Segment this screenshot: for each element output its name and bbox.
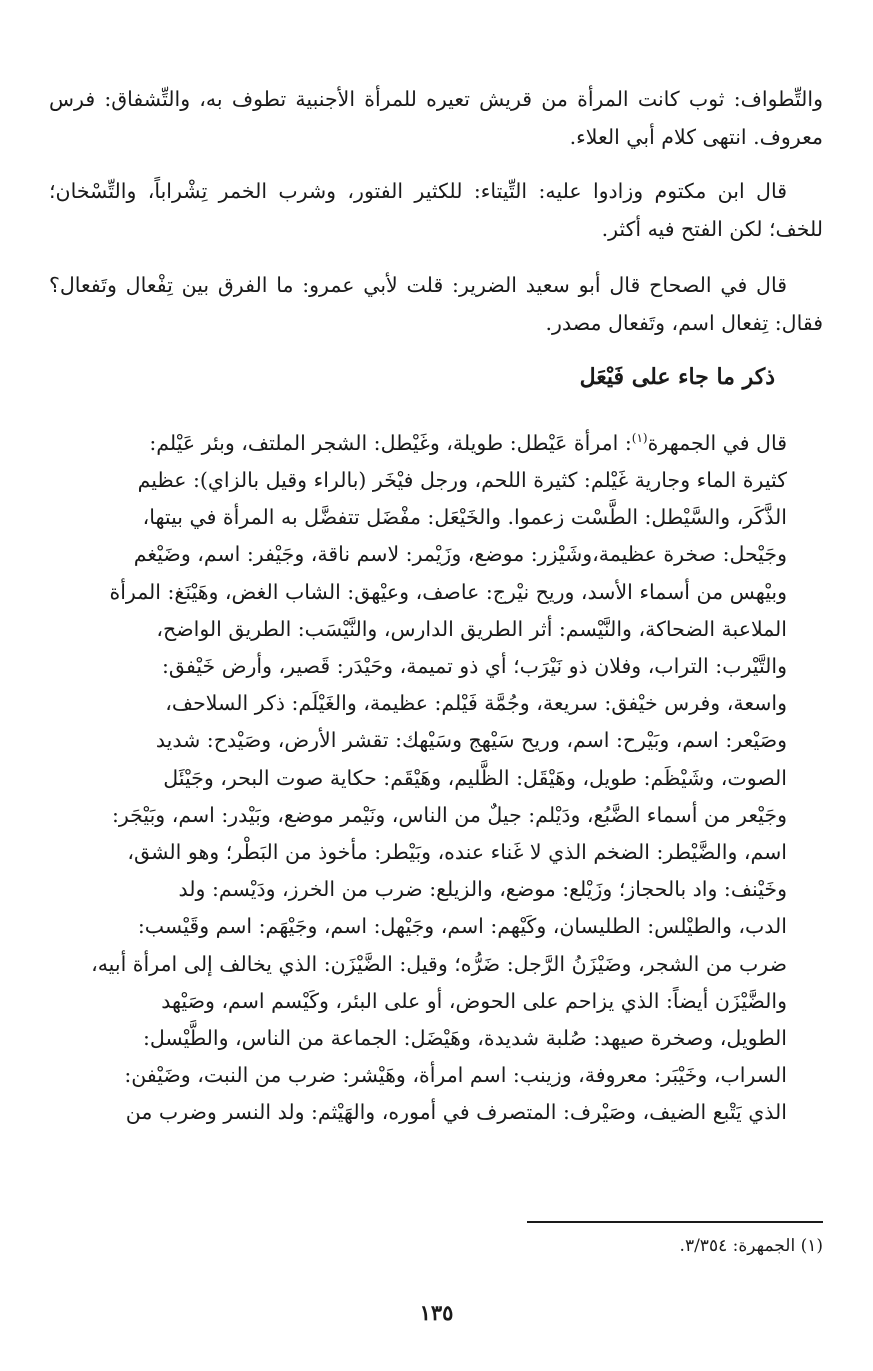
- main-line: واسعة، وفرس خيْفق: سريعة، وجُمَّة فَيْلم: عظيمة، والغَيْلَم: ذكر السلاحف،: [165, 691, 787, 716]
- main-line: الطويل، وصخرة صيهد: صُلبة شديدة، وهَيْضَل: الجماعة من الناس، والطَّيْسل:: [142, 1026, 787, 1051]
- page-number: ١٣٥: [419, 1300, 454, 1325]
- main-line: وجَيْعر من أسماء الضَّبُع، ودَيْلم: جيلٌ من الناس، ونَيْمر موضع، وبَيْدر: اسم، وبَيْجَر:: [111, 802, 787, 827]
- main-line-intro: قال في الجمهرة: [647, 430, 787, 455]
- main-line: الذي يَتْبع الضيف، وصَيْرف: المتصرف في أموره، والهَيْثم: ولد النسر وضرب من: [125, 1100, 787, 1125]
- main-line: وجَيْحل: صخرة عظيمة،وشَيْزر: موضع، وزَيْمر: لاسم ناقة، وجَيْفر: اسم، وضَيْغم: [133, 542, 787, 567]
- main-line: الصوت، وشَيْظَم: طويل، وهَيْقَل: الظَّليم، وهَيْقَم: حكاية صوت البحر، وجَيْئَل: [163, 765, 787, 790]
- main-line: الملاعبة الضحاكة، والنَّيْسم: أثر الطريق الدارس، والنَّيْسَب: الطريق الواضح،: [156, 616, 787, 641]
- footnote: (١) الجمهرة: ٣/٣٥٤.: [679, 1236, 823, 1256]
- main-line: والتَّيْرب: التراب، وفلان ذو نَيْرَب؛ أي ذو تميمة، وحَيْدَر: قَصير، وأرض خَيْفق:: [162, 654, 787, 679]
- main-line: ضرب من الشجر، وضَيْزَنُ الرَّجل: ضَرُّه؛ وقيل: الضَّيْزَن: الذي يخالف إلى امرأة أبيه،: [91, 951, 787, 976]
- main-line: السراب، وخَيْبَر: معروفة، وزينب: اسم امرأة، وهَيْشر: ضرب من النبت، وضَيْفن:: [124, 1063, 787, 1088]
- main-line: وخَيْنف: واد بالحجاز؛ وزَيْلع: موضع، والزيلع: ضرب من الخرز، ودَيْسم: ولد: [178, 877, 787, 902]
- main-line: كثيرة الماء وجارية غَيْلم: كثيرة اللحم، ورجل فيْخَر (بالراء وقيل بالزاي): عظيم: [137, 468, 787, 493]
- main-line: اسم، والضَّيْطر: الضخم الذي لا غَناء عنده، وبَيْطر: مأخوذ من البَطْر؛ وهو الشق،: [127, 840, 787, 865]
- main-line-first: [49, 420, 823, 462]
- paragraph-tatwaf: والتِّطواف: ثوب كانت المرأة من قريش تعيره للمرأة الأجنبية تطوف به، والتِّشفاق: فرس معروف. انتهى كلام أبي العلاء.: [49, 87, 823, 149]
- main-text: [49, 420, 823, 1132]
- main-line: الدب، والطيْلس: الطليسان، وكَيْهم: اسم، وجَيْهل: اسم، وجَيْهَم: اسم وقَيْسب:: [137, 914, 787, 939]
- main-line: الذَّكَر، والسَّيْطل: الطَّسْت زعموا. والخَيْعَل: مفْضَل تتفضَّل به المرأة في بيتها،: [142, 505, 787, 530]
- main-line: وبيْهس من أسماء الأسد، وريح نيْرج: عاصف، وعيْهق: الشاب الغض، وهَيْنَغ: المرأة: [109, 579, 787, 604]
- paragraph-sihah: قال في الصحاح قال أبو سعيد الضرير: قلت لأبي عمرو: ما الفرق بين تِفْعال وتَفعال؟ فقال: تِفعال اسم، وتَفعال مصدر.: [49, 273, 823, 335]
- main-line: والضَّيْزَن أيضاً: الذي يزاحم على الحوض، أو على البئر، وكَيْسم اسم، وصَيْهد: [161, 988, 787, 1013]
- footnote-marker: (١): [631, 431, 648, 445]
- main-line: وصَيْعر: اسم، وبَيْرح: اسم، وريح سَيْهج وسَيْهك: تقشر الأرض، وصَيْدح: شديد: [155, 728, 787, 753]
- footnote-divider: [527, 1221, 823, 1223]
- main-line-intro-cont: : امرأة عَيْطل: طويلة، وغَيْطل: الشجر الملتف، وبئر عَيْلم:: [149, 430, 632, 455]
- paragraph-ibn-maktum: قال ابن مكتوم وزادوا عليه: التِّيتاء: للكثير الفتور، وشرب الخمر تِشْراباً، والتِّسْخان؛ للخف؛ لكن الفتح فيه أكثر.: [49, 179, 823, 241]
- section-heading: ذكر ما جاء على فَيْعَل: [579, 364, 775, 390]
